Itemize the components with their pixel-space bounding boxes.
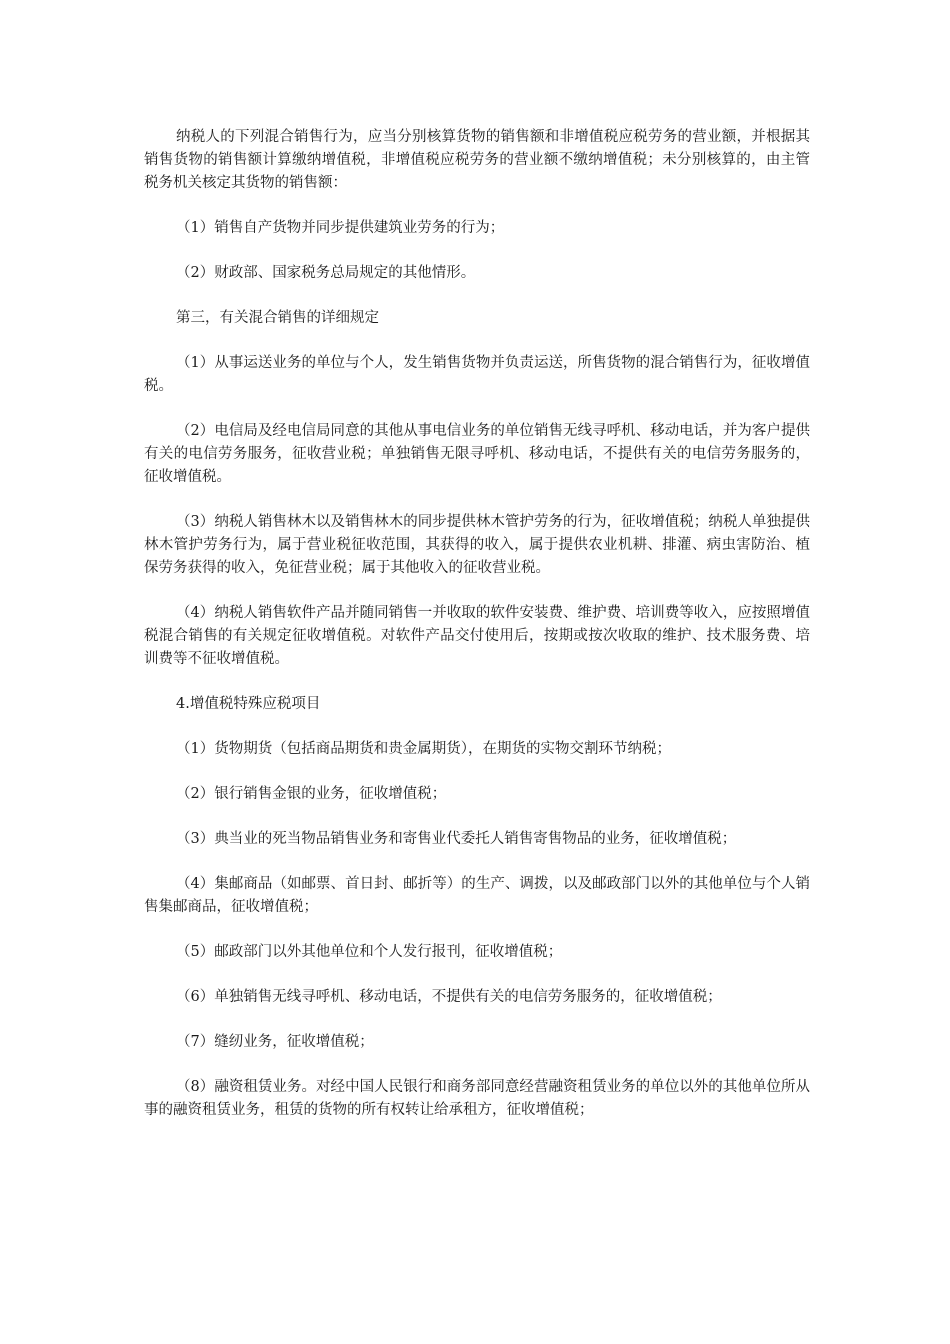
- intro-paragraph: 纳税人的下列混合销售行为，应当分别核算货物的销售额和非增值税应税劳务的营业额，并根据其销售货物的销售额计算缴纳增值税，非增值税应税劳务的营业额不缴纳增值税；未分别核算的，由主管税务机关核定其货物的销售额：: [144, 129, 810, 191]
- list-item: （3）纳税人销售林木以及销售林木的同步提供林木管护劳务的行为，征收增值税；纳税人单独提供林木管护劳务行为，属于营业税征收范围，其获得的收入，属于提供农业机耕、排灌、病虫害防治、植保劳务获得的收入，免征营业税；属于其他收入的征收营业税。: [144, 514, 810, 576]
- list-item: （7）缝纫业务，征收增值税；: [176, 1034, 374, 1050]
- list-item: （2）电信局及经电信局同意的其他从事电信业务的单位销售无线寻呼机、移动电话，并为客户提供有关的电信劳务服务，征收营业税；单独销售无限寻呼机、移动电话，不提供有关的电信劳务服务的，征收增值税。: [144, 423, 810, 485]
- list-item: （1）从事运送业务的单位与个人，发生销售货物并负责运送，所售货物的混合销售行为，征收增值税。: [144, 355, 810, 394]
- list-item: （3）典当业的死当物品销售业务和寄售业代委托人销售寄售物品的业务，征收增值税；: [176, 831, 737, 847]
- list-item: （4）集邮商品（如邮票、首日封、邮折等）的生产、调拨，以及邮政部门以外的其他单位与个人销售集邮商品，征收增值税；: [144, 876, 810, 915]
- list-item: （2）财政部、国家税务总局规定的其他情形。: [176, 265, 476, 281]
- list-item: （8）融资租赁业务。对经中国人民银行和商务部同意经营融资租赁业务的单位以外的其他单位所从事的融资租赁业务，租赁的货物的所有权转让给承租方，征收增值税；: [144, 1079, 810, 1118]
- section-heading: 第三，有关混合销售的详细规定: [176, 310, 379, 326]
- section-heading: 4.增值税特殊应税项目: [176, 696, 321, 712]
- list-item: （1）销售自产货物并同步提供建筑业劳务的行为；: [176, 220, 505, 236]
- list-item: （2）银行销售金银的业务，征收增值税；: [176, 786, 447, 802]
- document-body: [144, 126, 810, 1144]
- list-item: （1）货物期货（包括商品期货和贵金属期货），在期货的实物交割环节纳税；: [176, 741, 671, 757]
- list-item: （4）纳税人销售软件产品并随同销售一并收取的软件安装费、维护费、培训费等收入，应按照增值税混合销售的有关规定征收增值税。对软件产品交付使用后，按期或按次收取的维护、技术服务费、培训费等不征收增值税。: [144, 605, 810, 667]
- list-item: （6）单独销售无线寻呼机、移动电话，不提供有关的电信劳务服务的，征收增值税；: [176, 989, 722, 1005]
- list-item: （5）邮政部门以外其他单位和个人发行报刊，征收增值税；: [176, 944, 563, 960]
